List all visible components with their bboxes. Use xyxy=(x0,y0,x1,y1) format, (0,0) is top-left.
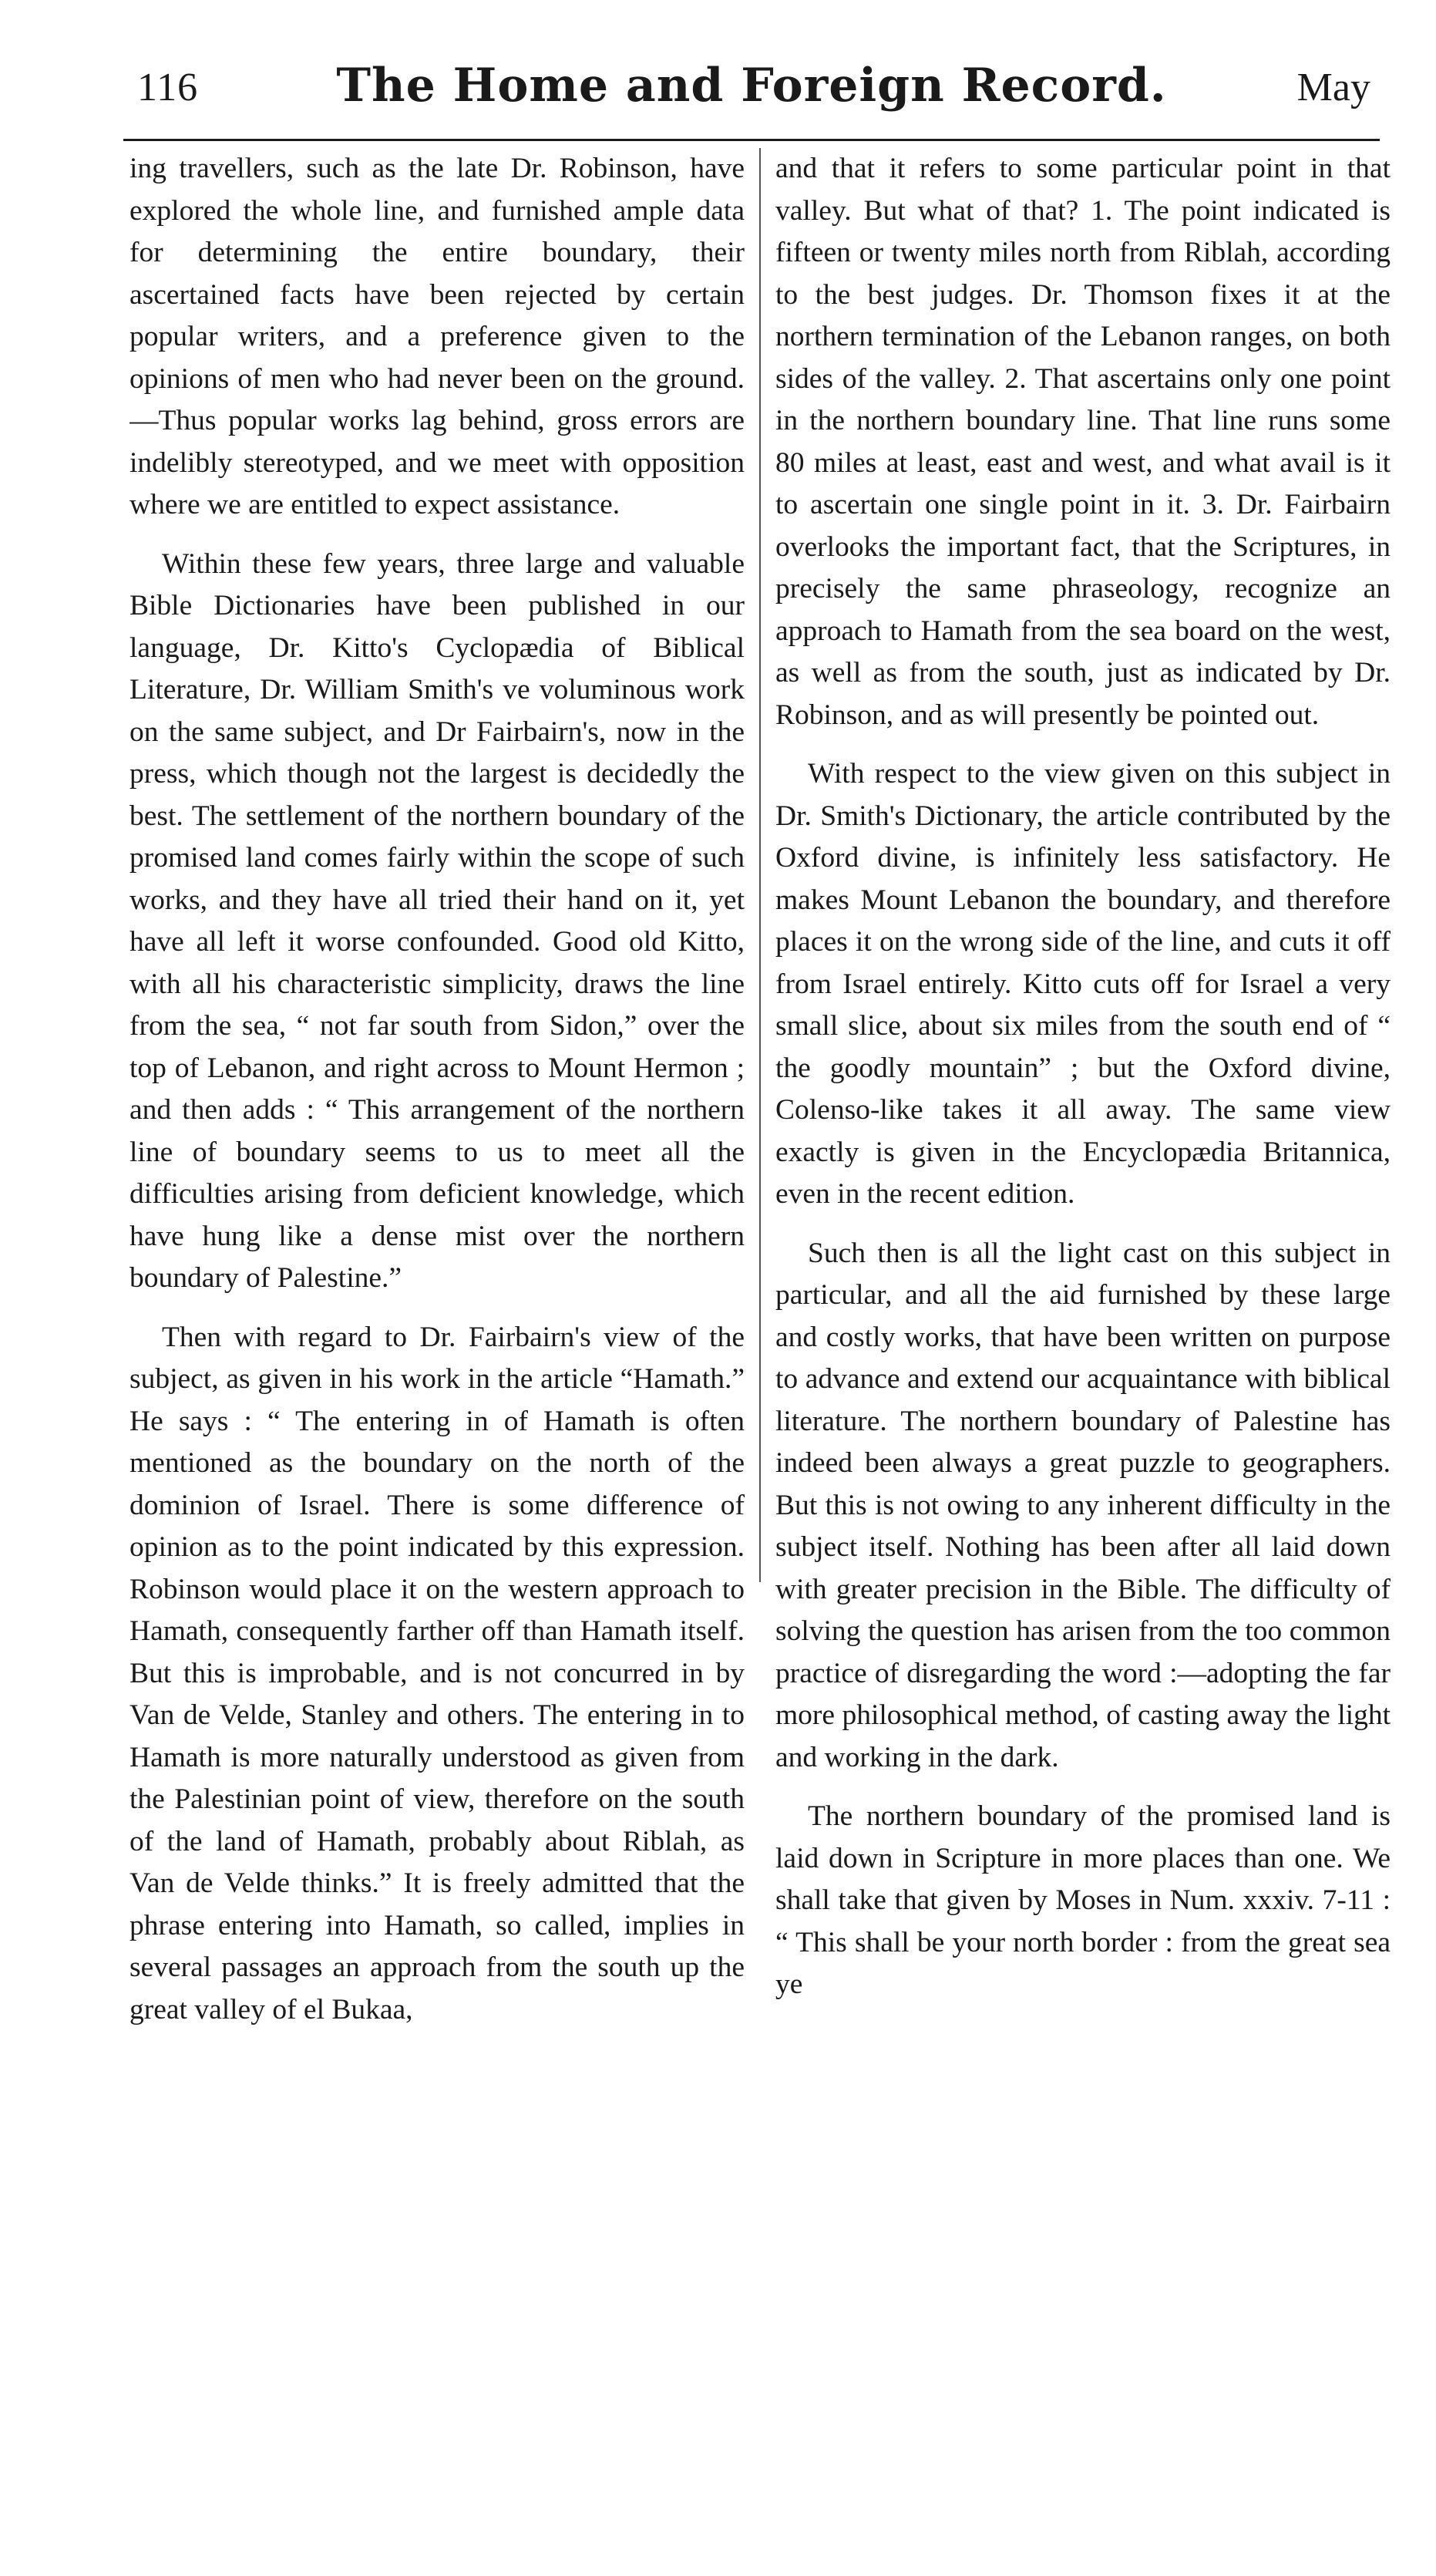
running-month: May xyxy=(1296,66,1370,109)
page-number: 116 xyxy=(137,66,199,109)
column-divider xyxy=(759,148,761,1582)
right-column xyxy=(775,148,1391,2492)
running-title: The Home and Foreign Record. xyxy=(336,59,1167,113)
header-rule xyxy=(123,139,1380,141)
right-paragraph-4: The northern boundary of the promised land is laid down in Scripture in more places than one. We shall take that given by Moses in Num. xxxiv. 7-11 : “ This shall be your north border : from the great sea ye xyxy=(775,1800,1391,2000)
left-paragraph-2: Within these few years, three large and valuable Bible Dictionaries have been published in our language, Dr. Kitto's Cyclopædia of Biblical Literature, Dr. William Smith's ve voluminous work on the same subject, and Dr Fairbairn's, now in the press, which though not the largest is decidedly the best. The settlement of the northern boundary of the promised land comes fairly within the scope of such works, and they have all tried their hand on it, yet have all left it worse confounded. Good old Kitto, with all his characteristic simplicity, draws the line from the sea, “ not far south from Sidon,” over the top of Lebanon, and right across to Mount Hermon ; and then adds : “ This arrangement of the northern line of boundary seems to us to meet all the difficulties arising from deficient knowledge, which have hung like a dense mist over the northern boundary of Palestine.” xyxy=(129,547,745,1294)
left-paragraph-1: ing travellers, such as the late Dr. Robinson, have explored the whole line, and furnished ample data for determining the entire boundary, their ascertained facts have been rejected by certain popular writers, and a preference given to the opinions of men who had never been on the ground.—Thus popular works lag behind, gross errors are indelibly stereotyped, and we meet with opposition where we are entitled to expect assistance. xyxy=(129,153,745,520)
right-paragraph-2: With respect to the view given on this subject in Dr. Smith's Dictionary, the article contributed by the Oxford divine, is infinitely less satisfactory. He makes Mount Lebanon the boundary, and therefore places it on the wrong side of the line, and cuts it off from Israel entirely. Kitto cuts off for Israel a very small slice, about six miles from the south end of “ the goodly mountain” ; but the Oxford divine, Colenso-like takes it all away. The same view exactly is given in the Encyclopædia Britannica, even in the recent edition. xyxy=(775,758,1391,1210)
page-header xyxy=(123,54,1380,146)
right-paragraph-1: and that it refers to some particular point in that valley. But what of that? 1. The point indicated is fifteen or twenty miles north from Riblah, according to the best judges. Dr. Thomson fixes it at the northern termination of the Lebanon ranges, on both sides of the valley. 2. That ascertains only one point in the northern boundary line. That line runs some 80 miles at least, east and west, and what avail is it to ascertain one single point in it. 3. Dr. Fairbairn overlooks the important fact, that the Scriptures, in precisely the same phraseology, recognize an approach to Hamath from the sea board on the west, as well as from the south, just as indicated by Dr. Robinson, and as will presently be pointed out. xyxy=(775,153,1391,731)
left-column xyxy=(129,148,745,2492)
right-paragraph-3: Such then is all the light cast on this subject in particular, and all the aid furnished by these large and costly works, that have been written on purpose to advance and extend our acquaintance with biblical literature. The northern boundary of Palestine has indeed been always a great puzzle to geographers. But this is not owing to any inherent difficulty in the subject itself. Nothing has been after all laid down with greater precision in the Bible. The difficulty of solving the question has arisen from the too common practice of disregarding the word :—adopting the far more philosophical method, of casting away the light and working in the dark. xyxy=(775,1237,1391,1773)
left-paragraph-3: Then with regard to Dr. Fairbairn's view of the subject, as given in his work in the article “Hamath.” He says : “ The entering in of Hamath is often mentioned as the boundary on the north of the dominion of Israel. There is some difference of opinion as to the point indicated by this expression. Robinson would place it on the western approach to Hamath, consequently farther off than Hamath itself. But this is improbable, and is not concurred in by Van de Velde, Stanley and others. The entering in to Hamath is more naturally understood as given from the Palestinian point of view, therefore on the south of the land of Hamath, probably about Riblah, as Van de Velde thinks.” It is freely admitted that the phrase entering into Hamath, so called, implies in several passages an approach from the south up the great valley of el Bukaa, xyxy=(129,1321,745,2025)
